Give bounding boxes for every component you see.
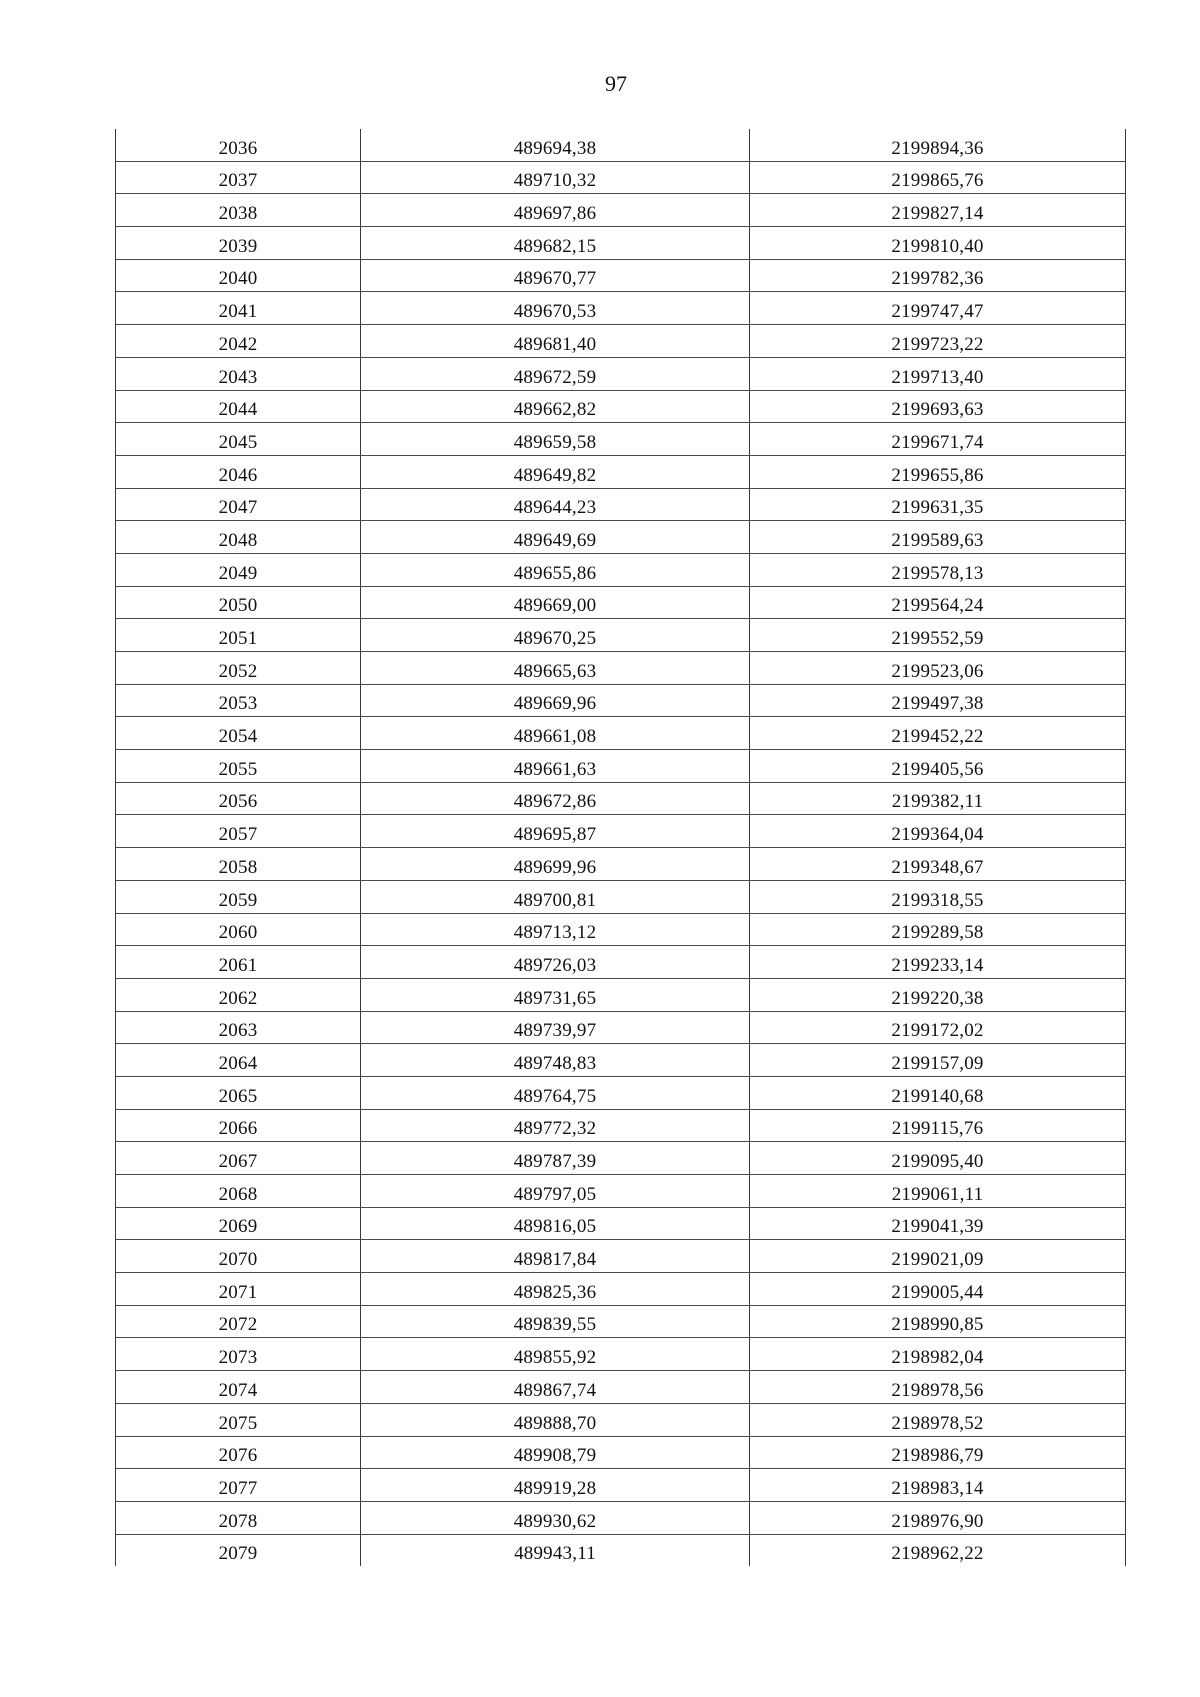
point-number-cell: 2049 xyxy=(116,553,361,586)
x-coordinate-cell: 489710,32 xyxy=(361,161,750,194)
table-row xyxy=(116,1469,1126,1502)
y-coordinate-cell: 2199723,22 xyxy=(750,325,1126,358)
x-coordinate-cell: 489825,36 xyxy=(361,1273,750,1306)
point-number-cell: 2042 xyxy=(116,325,361,358)
point-number-cell: 2046 xyxy=(116,455,361,488)
x-coordinate-cell: 489930,62 xyxy=(361,1501,750,1534)
y-coordinate-cell: 2198978,52 xyxy=(750,1403,1126,1436)
x-coordinate-cell: 489665,63 xyxy=(361,652,750,685)
y-coordinate-cell: 2199233,14 xyxy=(750,946,1126,979)
x-coordinate-cell: 489943,11 xyxy=(361,1534,750,1566)
point-number-cell: 2052 xyxy=(116,652,361,685)
point-number-cell: 2064 xyxy=(116,1044,361,1077)
y-coordinate-cell: 2198976,90 xyxy=(750,1501,1126,1534)
point-number-cell: 2038 xyxy=(116,194,361,227)
point-number-cell: 2043 xyxy=(116,357,361,390)
point-number-cell: 2056 xyxy=(116,782,361,815)
y-coordinate-cell: 2199782,36 xyxy=(750,259,1126,292)
table-row xyxy=(116,848,1126,881)
table-row xyxy=(116,1305,1126,1338)
table-row xyxy=(116,325,1126,358)
table-row xyxy=(116,684,1126,717)
table-row xyxy=(116,586,1126,619)
point-number-cell: 2040 xyxy=(116,259,361,292)
y-coordinate-cell: 2198962,22 xyxy=(750,1534,1126,1566)
table-row xyxy=(116,1436,1126,1469)
y-coordinate-cell: 2199827,14 xyxy=(750,194,1126,227)
table-row xyxy=(116,1273,1126,1306)
table-row xyxy=(116,1142,1126,1175)
table-row xyxy=(116,1109,1126,1142)
table-row xyxy=(116,553,1126,586)
y-coordinate-cell: 2199865,76 xyxy=(750,161,1126,194)
y-coordinate-cell: 2198982,04 xyxy=(750,1338,1126,1371)
y-coordinate-cell: 2199578,13 xyxy=(750,553,1126,586)
point-number-cell: 2076 xyxy=(116,1436,361,1469)
y-coordinate-cell: 2199095,40 xyxy=(750,1142,1126,1175)
y-coordinate-cell: 2199894,36 xyxy=(750,129,1126,161)
x-coordinate-cell: 489670,25 xyxy=(361,619,750,652)
point-number-cell: 2050 xyxy=(116,586,361,619)
y-coordinate-cell: 2199364,04 xyxy=(750,815,1126,848)
table-row xyxy=(116,521,1126,554)
point-number-cell: 2070 xyxy=(116,1240,361,1273)
point-number-cell: 2073 xyxy=(116,1338,361,1371)
table-row xyxy=(116,161,1126,194)
table-row xyxy=(116,880,1126,913)
point-number-cell: 2051 xyxy=(116,619,361,652)
table-row xyxy=(116,978,1126,1011)
x-coordinate-cell: 489649,69 xyxy=(361,521,750,554)
point-number-cell: 2045 xyxy=(116,423,361,456)
x-coordinate-cell: 489695,87 xyxy=(361,815,750,848)
x-coordinate-cell: 489655,86 xyxy=(361,553,750,586)
point-number-cell: 2054 xyxy=(116,717,361,750)
x-coordinate-cell: 489659,58 xyxy=(361,423,750,456)
y-coordinate-cell: 2199552,59 xyxy=(750,619,1126,652)
y-coordinate-cell: 2198990,85 xyxy=(750,1305,1126,1338)
table-row xyxy=(116,1207,1126,1240)
y-coordinate-cell: 2199021,09 xyxy=(750,1240,1126,1273)
point-number-cell: 2079 xyxy=(116,1534,361,1566)
table-row xyxy=(116,1011,1126,1044)
y-coordinate-cell: 2199523,06 xyxy=(750,652,1126,685)
point-number-cell: 2069 xyxy=(116,1207,361,1240)
x-coordinate-cell: 489662,82 xyxy=(361,390,750,423)
point-number-cell: 2066 xyxy=(116,1109,361,1142)
table-row xyxy=(116,129,1126,161)
x-coordinate-cell: 489816,05 xyxy=(361,1207,750,1240)
y-coordinate-cell: 2198983,14 xyxy=(750,1469,1126,1502)
table-row xyxy=(116,815,1126,848)
y-coordinate-cell: 2199693,63 xyxy=(750,390,1126,423)
x-coordinate-cell: 489661,63 xyxy=(361,750,750,783)
y-coordinate-cell: 2199589,63 xyxy=(750,521,1126,554)
y-coordinate-cell: 2199318,55 xyxy=(750,880,1126,913)
table-row xyxy=(116,292,1126,325)
y-coordinate-cell: 2199115,76 xyxy=(750,1109,1126,1142)
point-number-cell: 2055 xyxy=(116,750,361,783)
y-coordinate-cell: 2199564,24 xyxy=(750,586,1126,619)
coordinates-table-body xyxy=(116,129,1126,1566)
point-number-cell: 2075 xyxy=(116,1403,361,1436)
y-coordinate-cell: 2199005,44 xyxy=(750,1273,1126,1306)
x-coordinate-cell: 489649,82 xyxy=(361,455,750,488)
y-coordinate-cell: 2199289,58 xyxy=(750,913,1126,946)
point-number-cell: 2065 xyxy=(116,1076,361,1109)
x-coordinate-cell: 489867,74 xyxy=(361,1371,750,1404)
x-coordinate-cell: 489908,79 xyxy=(361,1436,750,1469)
table-row xyxy=(116,1501,1126,1534)
point-number-cell: 2044 xyxy=(116,390,361,423)
x-coordinate-cell: 489839,55 xyxy=(361,1305,750,1338)
point-number-cell: 2078 xyxy=(116,1501,361,1534)
table-row xyxy=(116,652,1126,685)
x-coordinate-cell: 489694,38 xyxy=(361,129,750,161)
y-coordinate-cell: 2199452,22 xyxy=(750,717,1126,750)
x-coordinate-cell: 489817,84 xyxy=(361,1240,750,1273)
point-number-cell: 2062 xyxy=(116,978,361,1011)
x-coordinate-cell: 489787,39 xyxy=(361,1142,750,1175)
y-coordinate-cell: 2199655,86 xyxy=(750,455,1126,488)
point-number-cell: 2057 xyxy=(116,815,361,848)
x-coordinate-cell: 489699,96 xyxy=(361,848,750,881)
x-coordinate-cell: 489670,77 xyxy=(361,259,750,292)
point-number-cell: 2068 xyxy=(116,1175,361,1208)
x-coordinate-cell: 489644,23 xyxy=(361,488,750,521)
y-coordinate-cell: 2199747,47 xyxy=(750,292,1126,325)
point-number-cell: 2071 xyxy=(116,1273,361,1306)
y-coordinate-cell: 2199220,38 xyxy=(750,978,1126,1011)
y-coordinate-cell: 2199405,56 xyxy=(750,750,1126,783)
table-row xyxy=(116,1044,1126,1077)
point-number-cell: 2077 xyxy=(116,1469,361,1502)
point-number-cell: 2067 xyxy=(116,1142,361,1175)
y-coordinate-cell: 2199041,39 xyxy=(750,1207,1126,1240)
x-coordinate-cell: 489661,08 xyxy=(361,717,750,750)
table-row xyxy=(116,619,1126,652)
table-row xyxy=(116,1371,1126,1404)
table-row xyxy=(116,390,1126,423)
y-coordinate-cell: 2199061,11 xyxy=(750,1175,1126,1208)
y-coordinate-cell: 2199348,67 xyxy=(750,848,1126,881)
point-number-cell: 2074 xyxy=(116,1371,361,1404)
x-coordinate-cell: 489731,65 xyxy=(361,978,750,1011)
x-coordinate-cell: 489888,70 xyxy=(361,1403,750,1436)
table-row xyxy=(116,455,1126,488)
y-coordinate-cell: 2199157,09 xyxy=(750,1044,1126,1077)
point-number-cell: 2053 xyxy=(116,684,361,717)
y-coordinate-cell: 2199671,74 xyxy=(750,423,1126,456)
x-coordinate-cell: 489670,53 xyxy=(361,292,750,325)
x-coordinate-cell: 489669,96 xyxy=(361,684,750,717)
table-row xyxy=(116,946,1126,979)
y-coordinate-cell: 2198986,79 xyxy=(750,1436,1126,1469)
y-coordinate-cell: 2199713,40 xyxy=(750,357,1126,390)
point-number-cell: 2060 xyxy=(116,913,361,946)
y-coordinate-cell: 2199631,35 xyxy=(750,488,1126,521)
point-number-cell: 2041 xyxy=(116,292,361,325)
x-coordinate-cell: 489919,28 xyxy=(361,1469,750,1502)
x-coordinate-cell: 489764,75 xyxy=(361,1076,750,1109)
point-number-cell: 2059 xyxy=(116,880,361,913)
page-number: 97 xyxy=(605,71,627,96)
x-coordinate-cell: 489669,00 xyxy=(361,586,750,619)
coordinates-table xyxy=(115,129,1126,1566)
x-coordinate-cell: 489797,05 xyxy=(361,1175,750,1208)
table-row xyxy=(116,913,1126,946)
point-number-cell: 2037 xyxy=(116,161,361,194)
x-coordinate-cell: 489672,59 xyxy=(361,357,750,390)
table-row xyxy=(116,717,1126,750)
table-row xyxy=(116,357,1126,390)
x-coordinate-cell: 489739,97 xyxy=(361,1011,750,1044)
table-row xyxy=(116,750,1126,783)
table-row xyxy=(116,1338,1126,1371)
y-coordinate-cell: 2199140,68 xyxy=(750,1076,1126,1109)
table-row xyxy=(116,1403,1126,1436)
table-row xyxy=(116,1240,1126,1273)
y-coordinate-cell: 2199497,38 xyxy=(750,684,1126,717)
y-coordinate-cell: 2199382,11 xyxy=(750,782,1126,815)
x-coordinate-cell: 489772,32 xyxy=(361,1109,750,1142)
x-coordinate-cell: 489682,15 xyxy=(361,227,750,260)
x-coordinate-cell: 489681,40 xyxy=(361,325,750,358)
point-number-cell: 2047 xyxy=(116,488,361,521)
table-row xyxy=(116,259,1126,292)
point-number-cell: 2063 xyxy=(116,1011,361,1044)
table-row xyxy=(116,1534,1126,1566)
x-coordinate-cell: 489713,12 xyxy=(361,913,750,946)
x-coordinate-cell: 489697,86 xyxy=(361,194,750,227)
point-number-cell: 2072 xyxy=(116,1305,361,1338)
point-number-cell: 2061 xyxy=(116,946,361,979)
table-row xyxy=(116,1076,1126,1109)
point-number-cell: 2039 xyxy=(116,227,361,260)
x-coordinate-cell: 489748,83 xyxy=(361,1044,750,1077)
table-row xyxy=(116,488,1126,521)
x-coordinate-cell: 489700,81 xyxy=(361,880,750,913)
point-number-cell: 2058 xyxy=(116,848,361,881)
table-row xyxy=(116,227,1126,260)
table-row xyxy=(116,423,1126,456)
y-coordinate-cell: 2199172,02 xyxy=(750,1011,1126,1044)
y-coordinate-cell: 2199810,40 xyxy=(750,227,1126,260)
point-number-cell: 2036 xyxy=(116,129,361,161)
table-row xyxy=(116,782,1126,815)
table-row xyxy=(116,1175,1126,1208)
table-row xyxy=(116,194,1126,227)
x-coordinate-cell: 489726,03 xyxy=(361,946,750,979)
x-coordinate-cell: 489855,92 xyxy=(361,1338,750,1371)
y-coordinate-cell: 2198978,56 xyxy=(750,1371,1126,1404)
x-coordinate-cell: 489672,86 xyxy=(361,782,750,815)
point-number-cell: 2048 xyxy=(116,521,361,554)
